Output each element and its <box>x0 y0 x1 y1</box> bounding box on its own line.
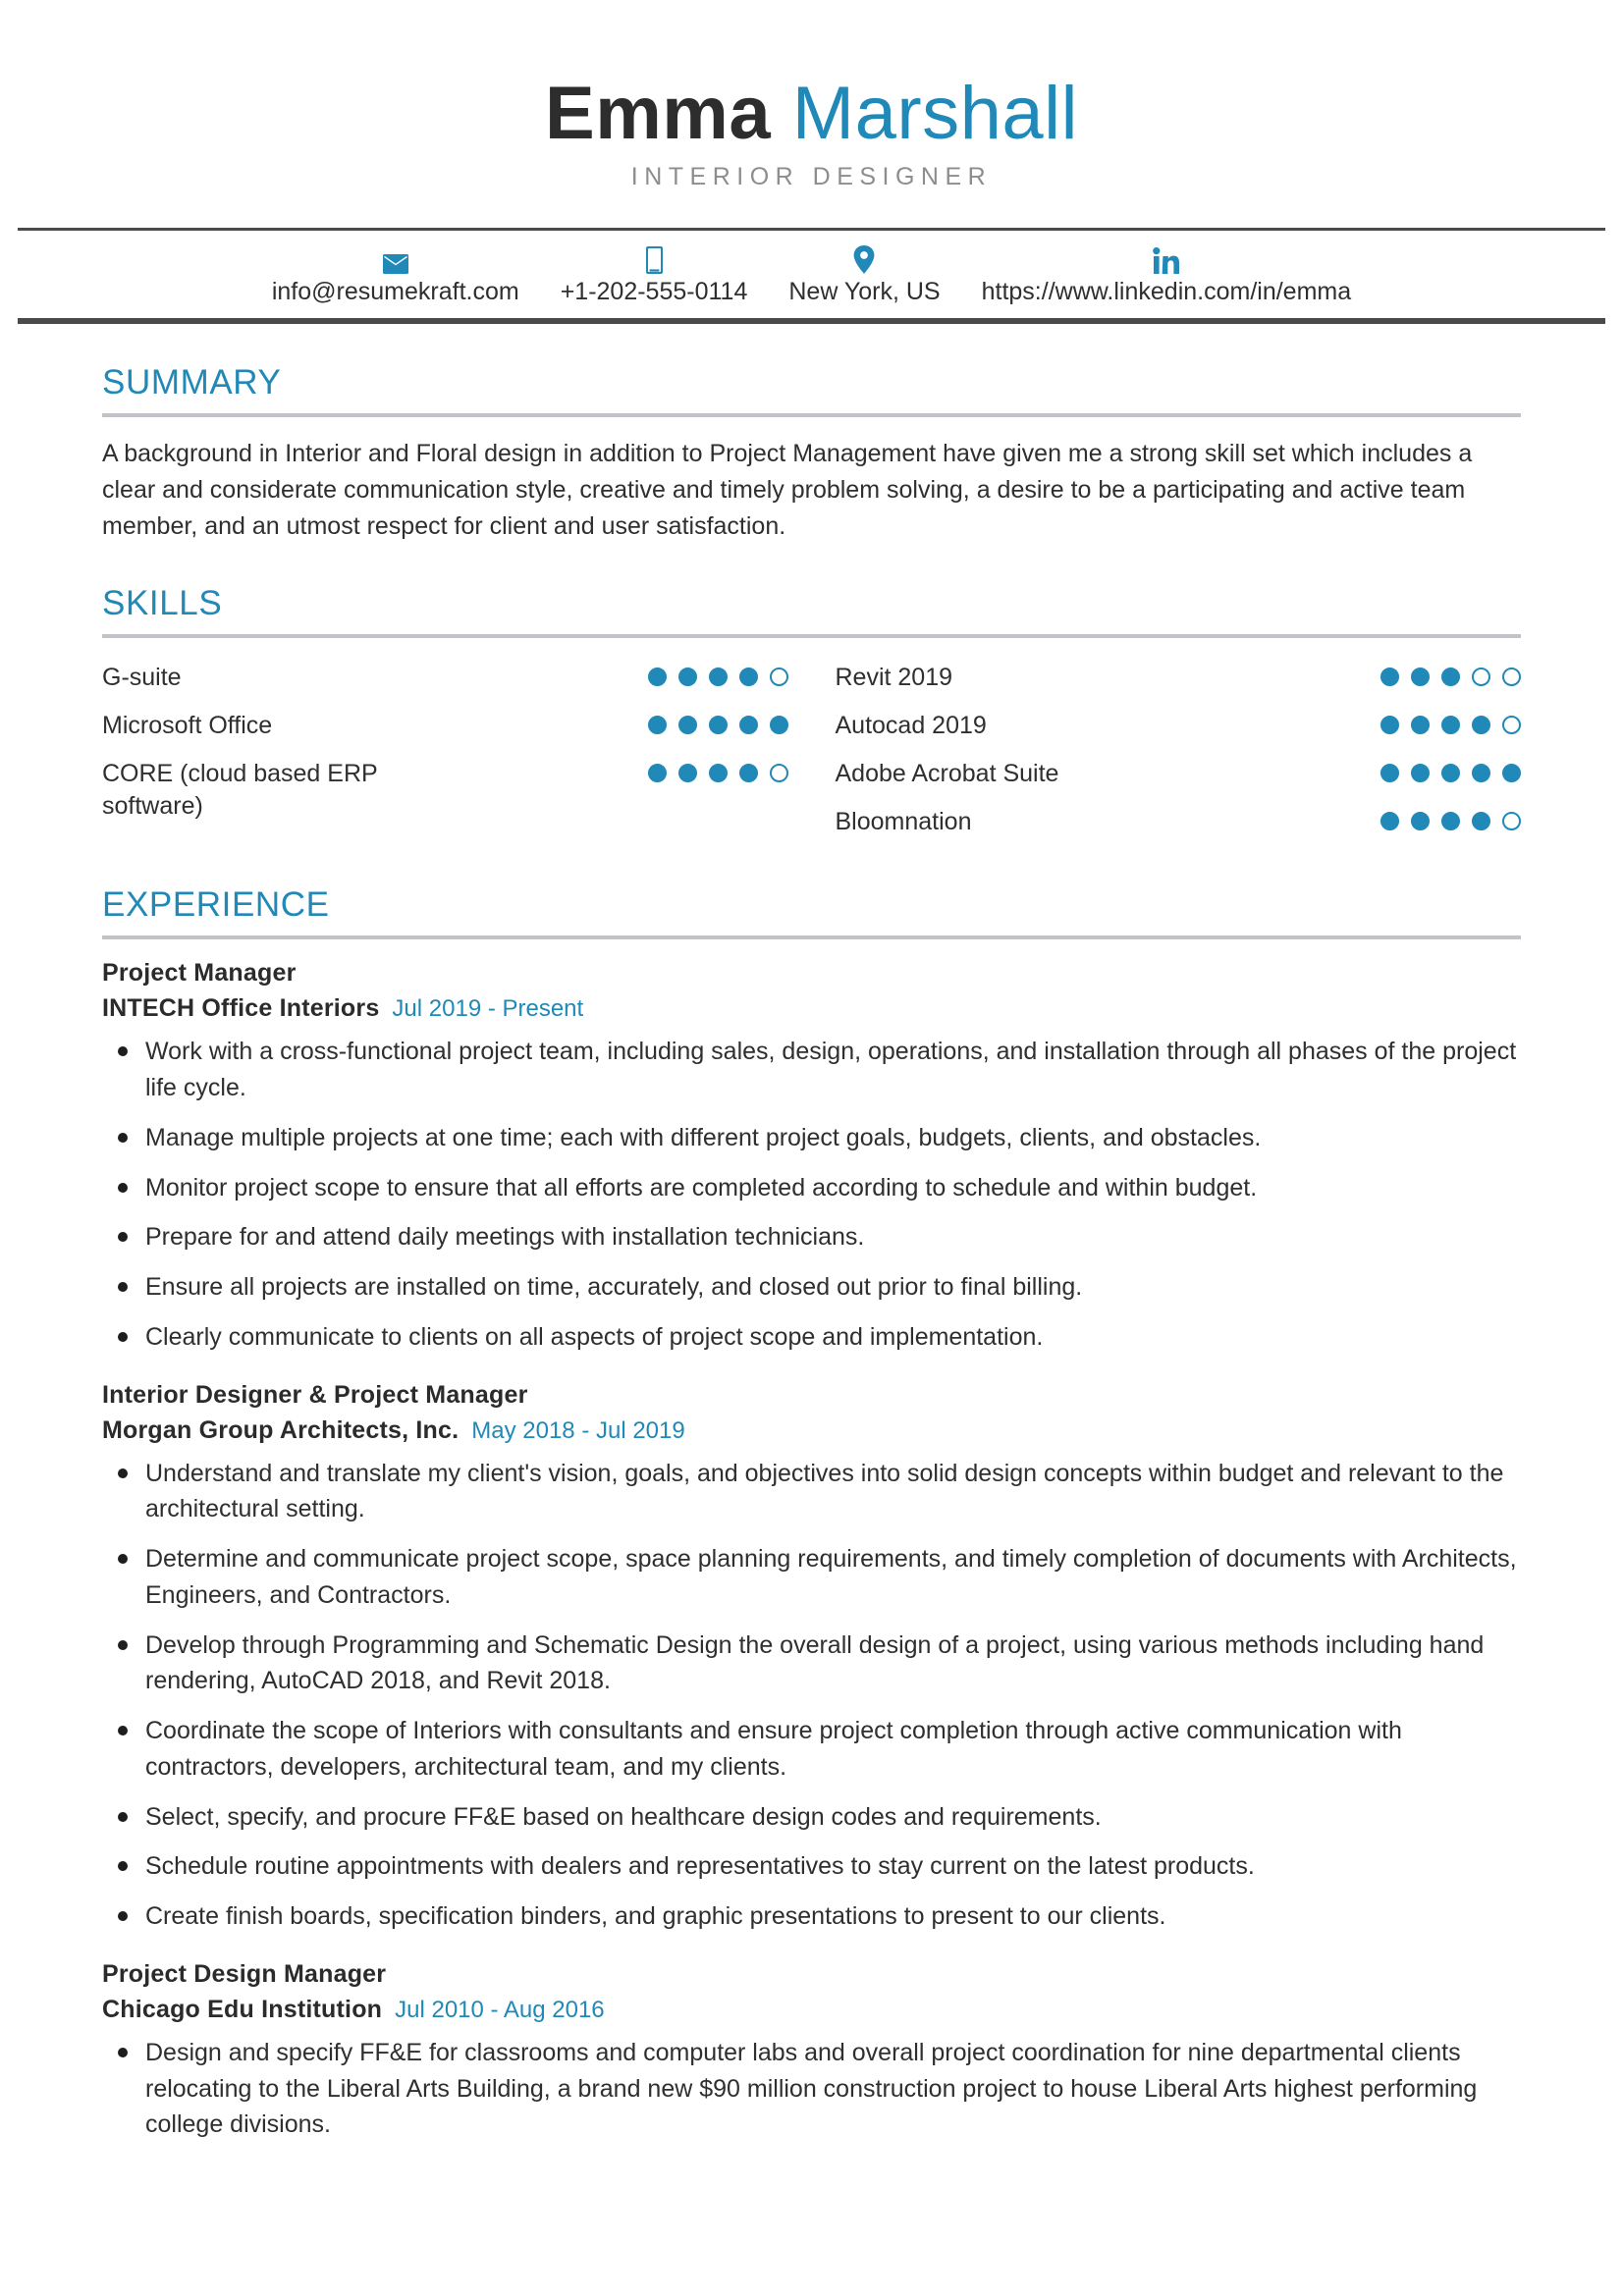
professional-title: INTERIOR DESIGNER <box>630 163 993 190</box>
rating-dot-filled <box>1502 764 1521 782</box>
rating-dot-filled <box>1380 716 1399 734</box>
skills-grid <box>102 654 1521 846</box>
skill-row <box>102 654 788 702</box>
skills-divider <box>102 634 1521 638</box>
job-bullet: Clearly communicate to clients on all aspects of project scope and implementation. <box>102 1319 1521 1356</box>
skill-name: G-suite <box>102 664 182 691</box>
rating-dot-filled <box>739 764 758 782</box>
skill-name: Adobe Acrobat Suite <box>835 760 1059 787</box>
skill-name: Autocad 2019 <box>835 712 987 739</box>
summary-heading: SUMMARY <box>102 362 282 401</box>
rating-dot-filled <box>1411 812 1430 830</box>
job-bullet: Determine and communicate project scope, space planning requirements, and timely completion of documents with Architects, Engineers, and Contractors. <box>102 1541 1521 1614</box>
contact-linkedin-text: https://www.linkedin.com/in/emma <box>981 278 1352 305</box>
last-name: Marshall <box>791 72 1078 155</box>
rating-dot-filled <box>1441 716 1460 734</box>
skill-row <box>836 702 1522 750</box>
job-bullet: Prepare for and attend daily meetings with installation technicians. <box>102 1219 1521 1255</box>
job-bullet: Work with a cross-functional project team, including sales, design, operations, and installation through all phases of the project life cycle. <box>102 1034 1521 1106</box>
section-skills <box>102 584 1521 846</box>
rating-dot-empty <box>770 667 788 686</box>
skill-name: Revit 2019 <box>835 664 953 691</box>
summary-text: A background in Interior and Floral design in addition to Project Management have given me a strong skill set which includes a clear and considerate communication style, creative and timely problem solving, a desire to be a participating and active team member, and an utmost respect for client and user satisfaction. <box>102 439 1473 540</box>
job-dates: May 2018 - Jul 2019 <box>471 1416 685 1444</box>
rating-dot-filled <box>678 764 697 782</box>
skill-rating <box>648 710 788 734</box>
rating-dot-filled <box>1411 667 1430 686</box>
rating-dot-filled <box>739 667 758 686</box>
rating-dot-filled <box>709 764 728 782</box>
rating-dot-filled <box>770 716 788 734</box>
job-company: INTECH Office Interiors <box>102 994 380 1023</box>
rating-dot-empty <box>1502 812 1521 830</box>
rating-dot-filled <box>678 716 697 734</box>
resume-content <box>0 363 1623 2203</box>
skills-heading: SKILLS <box>102 583 223 622</box>
rating-dot-filled <box>648 764 667 782</box>
job-role: Interior Designer & Project Manager <box>102 1380 528 1409</box>
experience-list <box>102 959 1521 2143</box>
section-experience <box>102 885 1521 2143</box>
experience-divider <box>102 935 1521 939</box>
rating-dot-filled <box>1411 716 1430 734</box>
section-summary <box>102 363 1521 545</box>
skill-name: Bloomnation <box>835 808 972 835</box>
contact-phone-text: +1-202-555-0114 <box>560 278 748 305</box>
contact-item-phone[interactable] <box>561 246 748 306</box>
job-role: Project Design Manager <box>102 1959 387 1988</box>
rating-dot-filled <box>1411 764 1430 782</box>
skill-row <box>836 654 1522 702</box>
skill-rating <box>1380 806 1521 830</box>
skill-row <box>836 798 1522 846</box>
rating-dot-empty <box>770 764 788 782</box>
job-bullet: Manage multiple projects at one time; each with different project goals, budgets, clients, and obstacles. <box>102 1120 1521 1156</box>
contact-bar <box>18 228 1605 324</box>
job-bullet: Select, specify, and procure FF&E based on healthcare design codes and requirements. <box>102 1799 1521 1836</box>
experience-entry <box>102 959 1521 1355</box>
contact-item-linkedin[interactable] <box>982 246 1352 306</box>
rating-dot-filled <box>678 667 697 686</box>
email-icon <box>383 246 408 274</box>
skill-name: Microsoft Office <box>102 712 273 739</box>
location-icon <box>853 246 875 274</box>
skill-rating <box>1380 710 1521 734</box>
linkedin-icon <box>1153 246 1179 274</box>
skill-row <box>102 750 788 830</box>
experience-entry <box>102 1381 1521 1935</box>
rating-dot-empty <box>1502 716 1521 734</box>
job-company-line <box>102 1996 1521 2024</box>
contact-item-email[interactable] <box>272 246 519 306</box>
rating-dot-filled <box>739 716 758 734</box>
skill-rating <box>648 758 788 782</box>
rating-dot-empty <box>1502 667 1521 686</box>
job-company: Morgan Group Architects, Inc. <box>102 1415 460 1444</box>
job-company-line <box>102 994 1521 1023</box>
skill-rating <box>648 662 788 686</box>
skills-column-left <box>102 654 788 846</box>
rating-dot-filled <box>1380 667 1399 686</box>
first-name: Emma <box>545 72 772 155</box>
skill-name: CORE (cloud based ERP software) <box>102 760 378 820</box>
rating-dot-filled <box>1472 812 1490 830</box>
job-bullet: Develop through Programming and Schematic Design the overall design of a project, using various methods including hand rendering, AutoCAD 2018, and Revit 2018. <box>102 1628 1521 1700</box>
job-bullet: Ensure all projects are installed on time, accurately, and closed out prior to final billing. <box>102 1269 1521 1306</box>
job-bullet: Design and specify FF&E for classrooms and computer labs and overall project coordination for nine departmental clients relocating to the Liberal Arts Building, a brand new $90 million construction project to house Liberal Arts highest performing college divisions. <box>102 2035 1521 2143</box>
job-bullet-list <box>102 1034 1521 1355</box>
rating-dot-filled <box>709 667 728 686</box>
full-name <box>0 72 1623 155</box>
job-bullet: Coordinate the scope of Interiors with consultants and ensure project completion through active communication with contractors, developers, architectural team, and my clients. <box>102 1713 1521 1786</box>
rating-dot-filled <box>1472 716 1490 734</box>
rating-dot-filled <box>1380 764 1399 782</box>
job-company: Chicago Edu Institution <box>102 1995 383 2023</box>
rating-dot-filled <box>1380 812 1399 830</box>
skill-row <box>836 750 1522 798</box>
job-bullet: Create finish boards, specification binders, and graphic presentations to present to our clients. <box>102 1898 1521 1935</box>
skill-row <box>102 702 788 750</box>
contact-row <box>18 246 1605 306</box>
job-bullet: Monitor project scope to ensure that all efforts are completed according to schedule and within budget. <box>102 1170 1521 1206</box>
summary-divider <box>102 413 1521 417</box>
experience-entry <box>102 1960 1521 2143</box>
phone-icon <box>646 246 663 274</box>
contact-item-location[interactable] <box>788 246 940 306</box>
rating-dot-empty <box>1472 667 1490 686</box>
job-bullet-list <box>102 1456 1521 1935</box>
experience-heading: EXPERIENCE <box>102 885 330 924</box>
job-bullet-list <box>102 2035 1521 2143</box>
rating-dot-filled <box>648 716 667 734</box>
skill-rating <box>1380 662 1521 686</box>
contact-location-text: New York, US <box>788 278 941 305</box>
skills-column-right <box>836 654 1522 846</box>
rating-dot-filled <box>1441 764 1460 782</box>
resume-header <box>0 0 1623 191</box>
job-bullet: Schedule routine appointments with dealers and representatives to stay current on the latest products. <box>102 1848 1521 1885</box>
rating-dot-filled <box>1441 667 1460 686</box>
rating-dot-filled <box>648 667 667 686</box>
skill-rating <box>1380 758 1521 782</box>
rating-dot-filled <box>1472 764 1490 782</box>
job-role: Project Manager <box>102 959 297 988</box>
job-bullet: Understand and translate my client's vision, goals, and objectives into solid design concepts within budget and relevant to the architectural setting. <box>102 1456 1521 1528</box>
job-dates: Jul 2019 - Present <box>392 995 584 1023</box>
rating-dot-filled <box>709 716 728 734</box>
job-company-line <box>102 1416 1521 1445</box>
contact-email-text: info@resumekraft.com <box>271 278 519 305</box>
rating-dot-filled <box>1441 812 1460 830</box>
job-dates: Jul 2010 - Aug 2016 <box>395 1996 605 2023</box>
